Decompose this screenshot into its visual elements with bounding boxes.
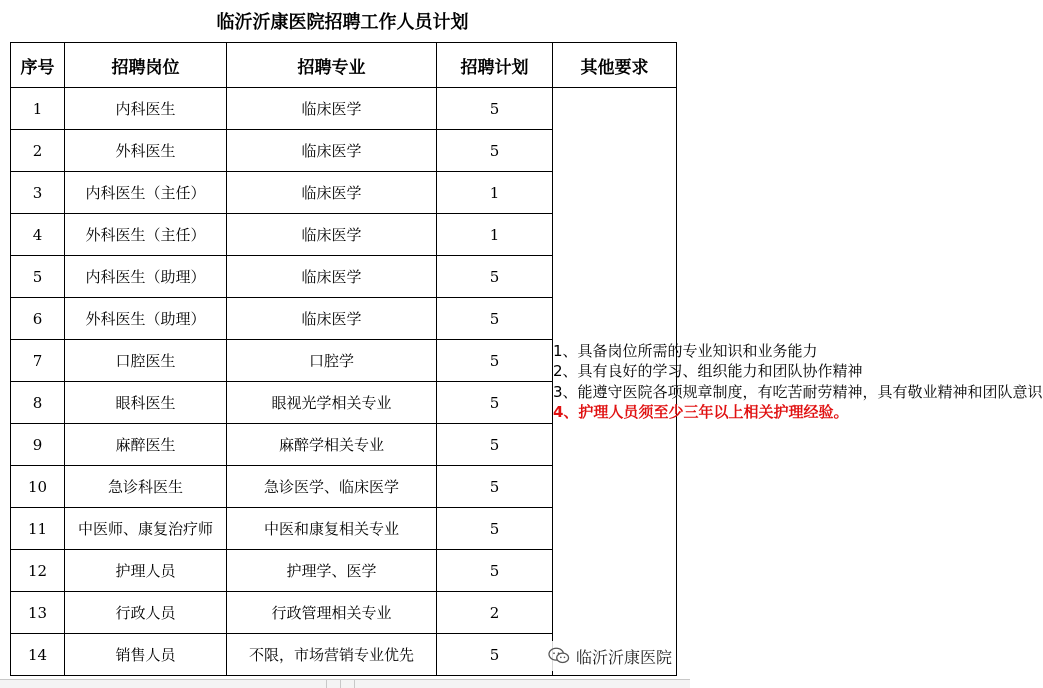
watermark-text: 临沂沂康医院 bbox=[575, 647, 672, 667]
requirement-3: 3、能遵守医院各项规章制度，有吃苦耐劳精神，具有敬业精神和团队意识 bbox=[553, 382, 1043, 401]
cell-major: 临床医学 bbox=[227, 256, 437, 298]
requirement-4-highlight: 4、护理人员须至少三年以上相关护理经验。 bbox=[553, 403, 849, 421]
cell-major: 口腔学 bbox=[227, 340, 437, 382]
cell-major: 麻醉学相关专业 bbox=[227, 424, 437, 466]
cell-position: 销售人员 bbox=[65, 634, 227, 676]
cell-plan: 5 bbox=[437, 88, 553, 130]
cell-major: 眼视光学相关专业 bbox=[227, 382, 437, 424]
cell-seq: 6 bbox=[11, 298, 65, 340]
cell-major: 临床医学 bbox=[227, 298, 437, 340]
cell-seq: 10 bbox=[11, 466, 65, 508]
cell-seq: 13 bbox=[11, 592, 65, 634]
cell-major: 不限，市场营销专业优先 bbox=[227, 634, 437, 676]
cell-major: 临床医学 bbox=[227, 214, 437, 256]
cell-position: 护理人员 bbox=[65, 550, 227, 592]
cell-seq: 7 bbox=[11, 340, 65, 382]
cell-plan: 5 bbox=[437, 256, 553, 298]
sheet-bottom-ruler bbox=[0, 679, 690, 688]
header-other-requirements: 其他要求 bbox=[553, 43, 677, 88]
page-title: 临沂沂康医院招聘工作人员计划 bbox=[216, 12, 469, 33]
requirement-2: 2、具有良好的学习、组织能力和团队协作精神 bbox=[553, 362, 863, 380]
cell-major: 行政管理相关专业 bbox=[227, 592, 437, 634]
cell-seq: 11 bbox=[11, 508, 65, 550]
cell-plan: 5 bbox=[437, 424, 553, 466]
cell-seq: 2 bbox=[11, 130, 65, 172]
account-watermark bbox=[548, 641, 672, 671]
table-row bbox=[11, 88, 677, 130]
cell-position: 中医师、康复治疗师 bbox=[65, 508, 227, 550]
header-position: 招聘岗位 bbox=[65, 43, 227, 88]
cell-seq: 3 bbox=[11, 172, 65, 214]
header-plan: 招聘计划 bbox=[437, 43, 553, 88]
cell-position: 行政人员 bbox=[65, 592, 227, 634]
cell-major: 临床医学 bbox=[227, 172, 437, 214]
cell-seq: 4 bbox=[11, 214, 65, 256]
cell-seq: 9 bbox=[11, 424, 65, 466]
cell-major: 中医和康复相关专业 bbox=[227, 508, 437, 550]
cell-position: 麻醉医生 bbox=[65, 424, 227, 466]
cell-position: 口腔医生 bbox=[65, 340, 227, 382]
cell-position: 外科医生 bbox=[65, 130, 227, 172]
cell-position: 急诊科医生 bbox=[65, 466, 227, 508]
cell-seq: 5 bbox=[11, 256, 65, 298]
cell-seq: 12 bbox=[11, 550, 65, 592]
cell-position: 外科医生（主任） bbox=[65, 214, 227, 256]
requirement-1: 1、具备岗位所需的专业知识和业务能力 bbox=[553, 341, 818, 360]
cell-plan: 5 bbox=[437, 340, 553, 382]
recruitment-plan-table bbox=[10, 42, 1043, 676]
cell-other-requirements bbox=[553, 88, 1043, 676]
cell-seq: 8 bbox=[11, 382, 65, 424]
cell-major: 临床医学 bbox=[227, 130, 437, 172]
cell-plan: 5 bbox=[437, 382, 553, 424]
cell-position: 内科医生（助理） bbox=[65, 256, 227, 298]
cell-plan: 1 bbox=[437, 172, 553, 214]
cell-plan: 5 bbox=[437, 466, 553, 508]
cell-major: 护理学、医学 bbox=[227, 550, 437, 592]
cell-position: 内科医生 bbox=[65, 88, 227, 130]
cell-position: 外科医生（助理） bbox=[65, 298, 227, 340]
cell-plan: 1 bbox=[437, 214, 553, 256]
cell-major: 临床医学 bbox=[227, 88, 437, 130]
cell-seq: 14 bbox=[11, 634, 65, 676]
cell-plan: 5 bbox=[437, 298, 553, 340]
cell-plan: 5 bbox=[437, 130, 553, 172]
cell-plan: 5 bbox=[437, 634, 553, 676]
cell-plan: 2 bbox=[437, 592, 553, 634]
cell-position: 眼科医生 bbox=[65, 382, 227, 424]
cell-major: 急诊医学、临床医学 bbox=[227, 466, 437, 508]
header-seq: 序号 bbox=[11, 43, 65, 88]
header-major: 招聘专业 bbox=[227, 43, 437, 88]
cell-position: 内科医生（主任） bbox=[65, 172, 227, 214]
cell-plan: 5 bbox=[437, 550, 553, 592]
cell-seq: 1 bbox=[11, 88, 65, 130]
wechat-official-account-icon bbox=[548, 646, 570, 666]
cell-plan: 5 bbox=[437, 508, 553, 550]
table-header-row bbox=[11, 43, 677, 88]
